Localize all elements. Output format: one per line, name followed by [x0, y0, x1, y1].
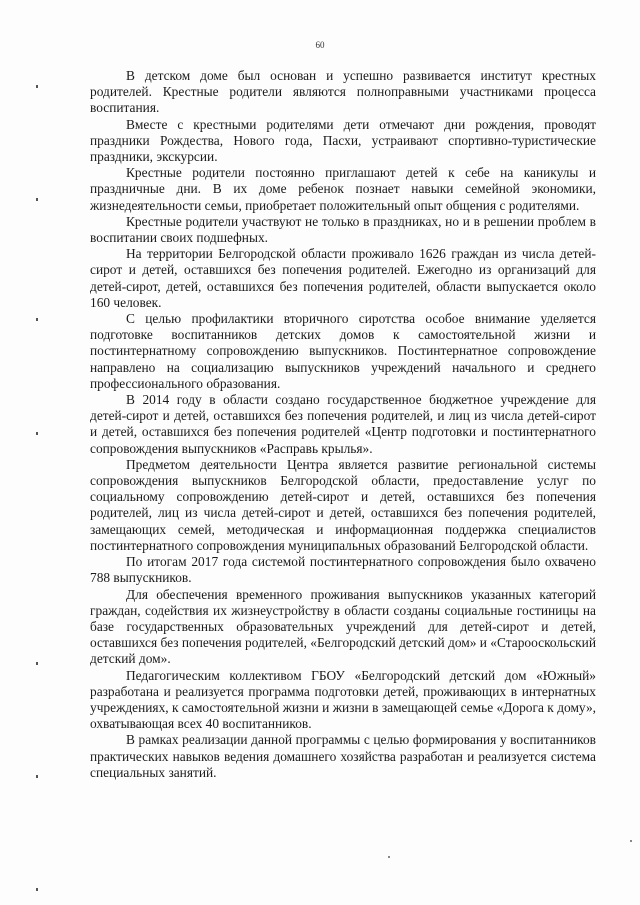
paragraph: По итогам 2017 года системой постинтернатного сопровождения было охвачено 788 выпускников.: [90, 554, 596, 586]
paragraph: В 2014 году в области создано государственное бюджетное учреждение для детей-сирот и детей, оставшихся без попечения родителей, и лиц из числа детей-сирот и детей, оставшихся без попечения родителей «Центр подготовки и постинтернатного сопровождения выпускников «Расправь крылья».: [90, 392, 596, 456]
paragraph: Для обеспечения временного проживания выпускников указанных категорий граждан, содействия их жизнеустройству в области созданы социальные гостиницы на базе государственных образовательных учреждений для детей-сирот и детей, оставшихся без попечения родителей, «Белгородский детский дом» и «Старооскольский детский дом».: [90, 586, 596, 667]
paragraph: В рамках реализации данной программы с целью формирования у воспитанников практических навыков ведения домашнего хозяйства разработан и реализуется система специальных занятий.: [90, 732, 596, 780]
scan-mark: [36, 198, 38, 201]
paragraph: Крестные родители постоянно приглашают детей к себе на каникулы и праздничные дни. В их доме ребенок познает навыки семейной экономики, жизнедеятельности семьи, приобретает положительный опыт общения с родителями.: [90, 165, 596, 213]
scan-mark: [36, 85, 38, 88]
paragraph: Вместе с крестными родителями дети отмечают дни рождения, проводят праздники Рождества, Нового года, Пасхи, устраивают спортивно-туристические праздники, экскурсии.: [90, 116, 596, 165]
scan-mark: [36, 432, 38, 435]
scan-mark: [36, 775, 38, 778]
paragraph: В детском доме был основан и успешно развивается институт крестных родителей. Крестные родители являются полноправными участниками процесса воспитания.: [90, 68, 596, 116]
scan-mark: [36, 318, 38, 321]
body-text: [90, 68, 596, 781]
paragraph: Предметом деятельности Центра является развитие региональной системы сопровождения выпускников Белгородской области, предоставление услуг по социальному сопровождению детей-сирот и детей, оставшихся без попечения родителей, лиц из числа детей-сирот и детей, оставшихся без попечения родителей, замещающих семей, методическая и информационная поддержка специалистов постинтернатного сопровождения муниципальных образований Белгородской области.: [90, 456, 596, 553]
scan-dot: [630, 840, 632, 842]
paragraph: Педагогическим коллективом ГБОУ «Белгородский детский дом «Южный» разработана и реализуется программа подготовки детей, проживающих в интернатных учреждениях, к самостоятельной жизни и жизни в замещающей семье «Дорога к дому», охватывающая всех 40 воспитанников.: [90, 667, 596, 732]
paragraph: На территории Белгородской области проживало 1626 граждан из числа детей-сирот и детей, оставшихся без попечения родителей. Ежегодно из организаций для детей-сирот, детей, оставшихся без попечения родителей, области выпускается около 160 человек.: [90, 246, 596, 310]
paragraph: Крестные родители участвуют не только в праздниках, но и в решении проблем в воспитании своих подшефных.: [90, 213, 596, 246]
scan-mark: [36, 888, 38, 891]
scan-dot: [388, 856, 390, 858]
page-number: 60: [315, 40, 325, 50]
scan-mark: [36, 662, 38, 665]
paragraph: С целью профилактики вторичного сиротства особое внимание уделяется подготовке воспитанников детских домов к самостоятельной жизни и постинтернатному сопровождению выпускников. Постинтернатное сопровождение направлено на социализацию выпускников учреждений начального и среднего профессионального образования.: [90, 311, 596, 391]
